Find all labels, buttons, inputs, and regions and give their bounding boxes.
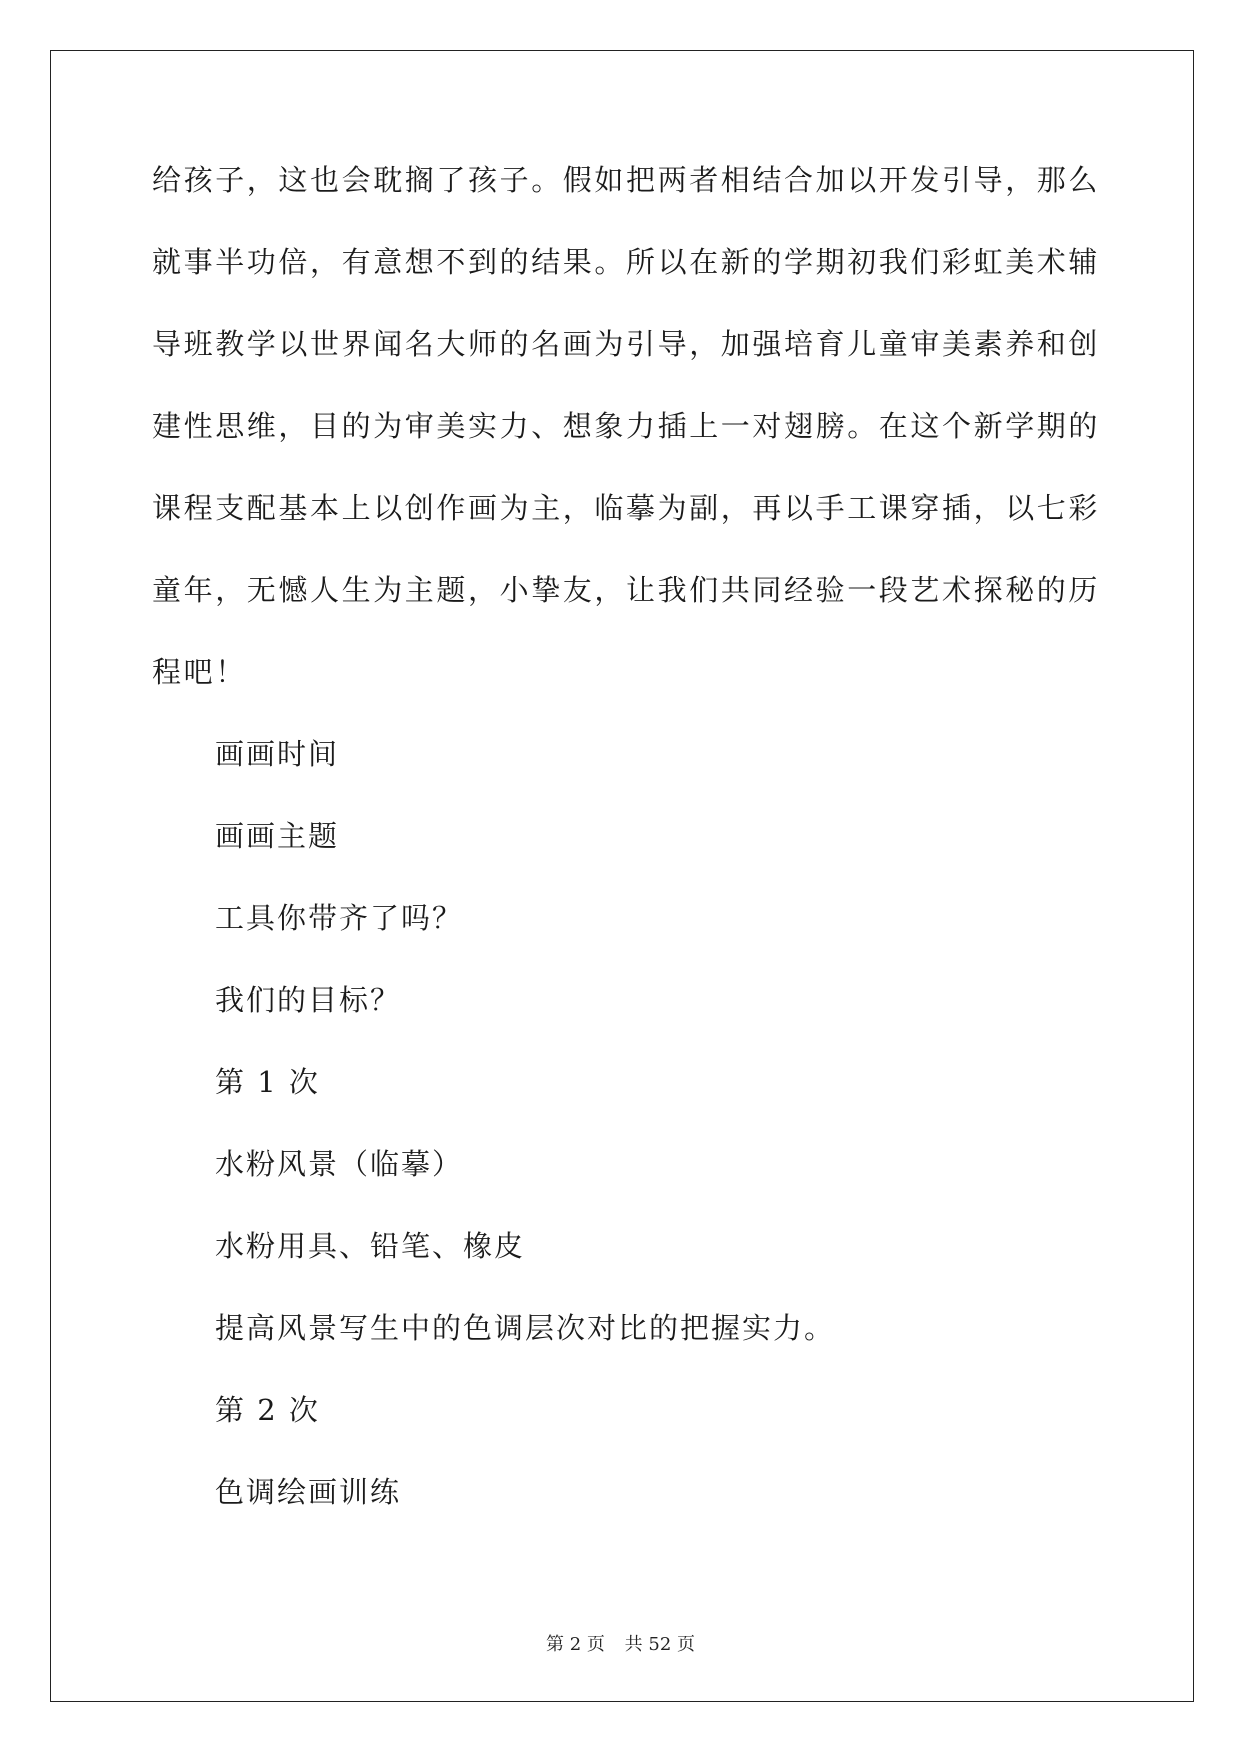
item-objective: 提高风景写生中的色调层次对比的把握实力。 (215, 1311, 836, 1345)
paragraph-line: 建性思维，目的为审美实力、想象力插上一对翅膀。在这个新学期的 (152, 409, 1101, 443)
paragraph-line: 给孩子，这也会耽搁了孩子。假如把两者相结合加以开发引导，那么 (152, 163, 1101, 197)
item-goal-question: 我们的目标？ (215, 983, 402, 1017)
paragraph-line: 导班教学以世界闻名大师的名画为引导，加强培育儿童审美素养和创 (152, 327, 1101, 361)
document-body (152, 160, 1101, 1554)
page-number: 第 2 页 (546, 1634, 605, 1655)
item-tools-question: 工具你带齐了吗？ (215, 901, 464, 935)
item-gouache-landscape: 水粉风景（临摹） (215, 1147, 464, 1181)
page-total: 共 52 页 (624, 1634, 695, 1655)
paragraph-line: 童年，无憾人生为主题，小挚友，让我们共同经验一段艺术探秘的历 (152, 573, 1101, 607)
paragraph-line: 程吧！ (152, 655, 247, 689)
item-color-training: 色调绘画训练 (215, 1475, 402, 1509)
item-drawing-theme: 画画主题 (215, 819, 340, 853)
item-drawing-time: 画画时间 (215, 737, 340, 771)
item-session-1: 第 1 次 (215, 1065, 320, 1099)
paragraph-line: 课程支配基本上以创作画为主，临摹为副，再以手工课穿插，以七彩 (152, 491, 1101, 525)
item-supplies: 水粉用具、铅笔、橡皮 (215, 1229, 526, 1263)
paragraph-line: 就事半功倍，有意想不到的结果。所以在新的学期初我们彩虹美术辅 (152, 245, 1101, 279)
item-session-2: 第 2 次 (215, 1393, 320, 1427)
page-footer (0, 1630, 1241, 1656)
